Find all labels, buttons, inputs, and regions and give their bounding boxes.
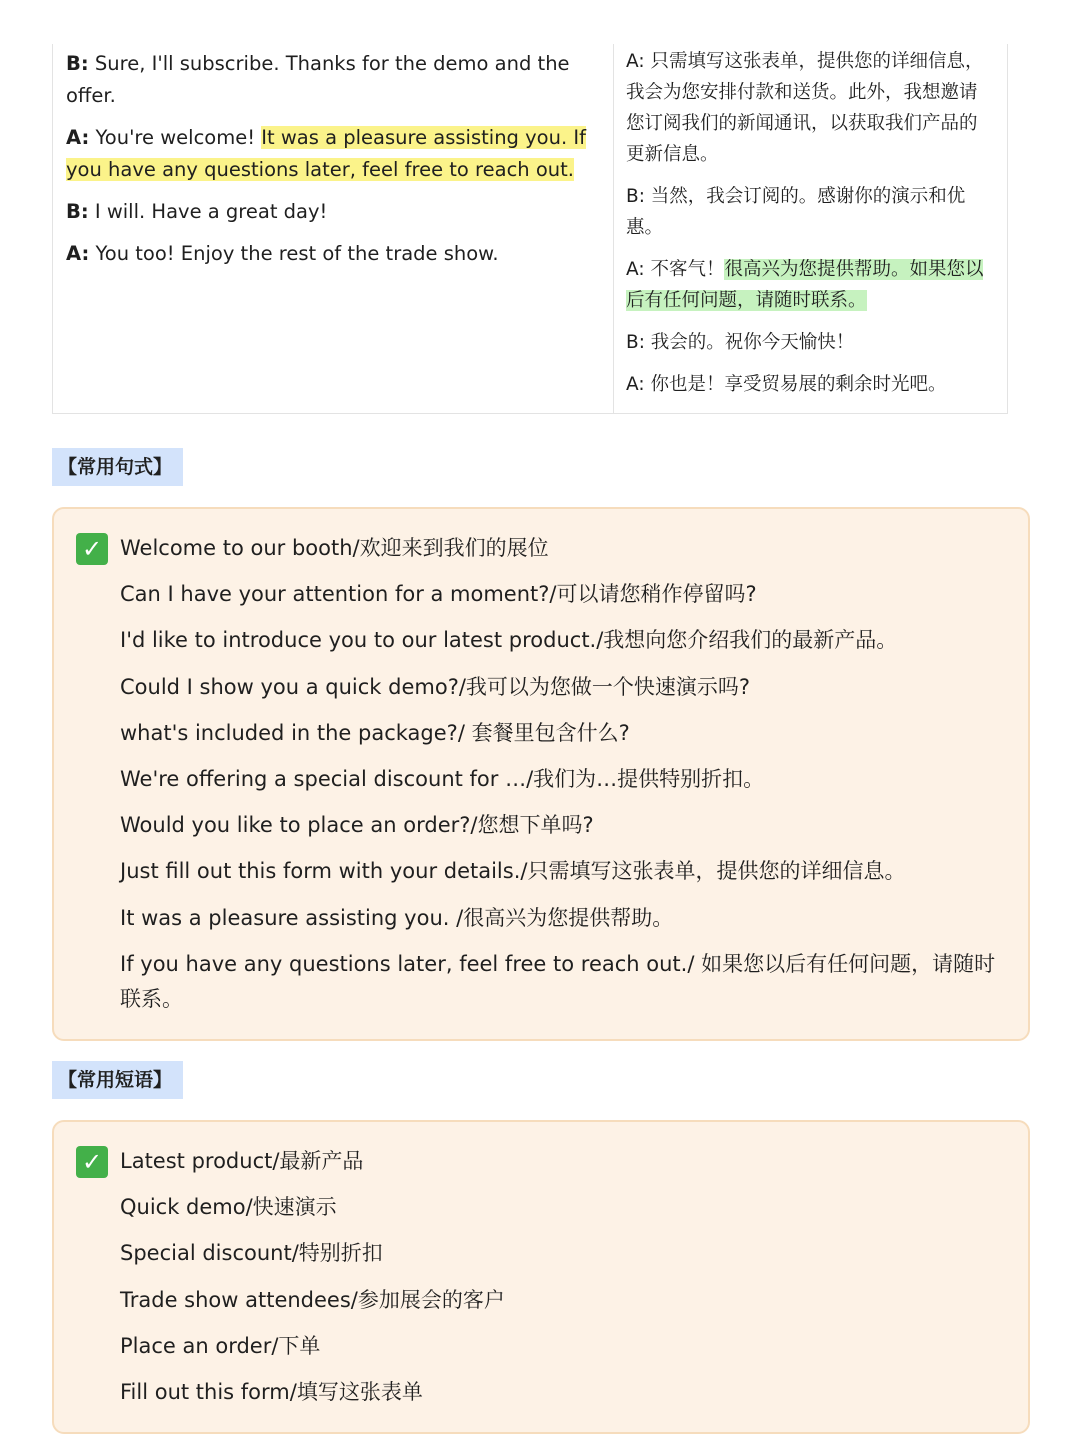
- dialogue-line: [626, 181, 995, 243]
- phrases-list: [120, 1144, 1000, 1421]
- dialogue-line: [66, 48, 603, 112]
- speaker-label: A:: [66, 242, 90, 265]
- list-item: Special discount/特别折扣: [120, 1241, 383, 1266]
- list-item: It was a pleasure assisting you. /很高兴为您提供帮助。: [120, 905, 674, 930]
- list-item: Place an order/下单: [120, 1333, 321, 1358]
- dialogue-line: [626, 327, 995, 358]
- list-item: Would you like to place an order?/您想下单吗?: [120, 813, 594, 838]
- list-item: Welcome to our booth/欢迎来到我们的展位: [120, 536, 549, 560]
- dialogue-text: A: 你也是！享受贸易展的剩余时光吧。: [626, 374, 947, 395]
- dialogue-line: [626, 46, 995, 170]
- list-item: Can I have your attention for a moment?/可以请您稍作停留吗?: [120, 582, 757, 607]
- dialogue-line: [626, 369, 995, 400]
- dialogue-chinese-column: [614, 44, 1007, 413]
- dialogue-text: A: 不客气！: [626, 259, 725, 280]
- dialogue-text: You too! Enjoy the rest of the trade show.: [89, 242, 499, 265]
- sentences-section-title: 【常用句式】: [52, 448, 183, 486]
- dialogue-text: You're welcome!: [89, 126, 262, 149]
- speaker-label: A:: [66, 126, 90, 149]
- highlighted-text: It was a pleasure assisting you. If you have any questions later, feel free to reach out.: [66, 126, 586, 181]
- phrases-box: [52, 1120, 1030, 1434]
- list-item: I'd like to introduce you to our latest product./我想向您介绍我们的最新产品。: [120, 628, 898, 653]
- dialogue-table: [52, 44, 1008, 414]
- list-item: what's included in the package?/ 套餐里包含什么?: [120, 720, 630, 745]
- sentences-list: [120, 531, 1000, 1028]
- list-item: Fill out this form/填写这张表单: [120, 1379, 423, 1404]
- dialogue-text: B: 当然，我会订阅的。感谢你的演示和优惠。: [626, 186, 966, 238]
- list-item: Quick demo/快速演示: [120, 1195, 337, 1220]
- speaker-label: B:: [66, 200, 89, 223]
- list-item: If you have any questions later, feel free to reach out./ 如果您以后有任何问题，请随时联系。: [120, 951, 996, 1011]
- dialogue-text: A: 只需填写这张表单，提供您的详细信息，我会为您安排付款和送货。此外，我想邀请您订阅我们的新闻通讯，以获取我们产品的更新信息。: [626, 51, 984, 165]
- check-mark-icon: ✓: [76, 533, 108, 565]
- sentences-box: [52, 507, 1030, 1041]
- list-item: Could I show you a quick demo?/我可以为您做一个快速演示吗?: [120, 674, 751, 699]
- dialogue-text: I will. Have a great day!: [88, 200, 328, 223]
- list-item: Just fill out this form with your details./只需填写这张表单，提供您的详细信息。: [120, 859, 906, 884]
- list-item: Latest product/最新产品: [120, 1149, 364, 1173]
- highlighted-text: 很高兴为您提供帮助。如果您以后有任何问题，请随时联系。: [626, 259, 984, 311]
- dialogue-english-column: [53, 44, 614, 413]
- dialogue-line: [66, 196, 603, 228]
- dialogue-line: [66, 122, 603, 186]
- dialogue-text: Sure, I'll subscribe. Thanks for the demo and the offer.: [66, 52, 570, 107]
- phrases-section-title: 【常用短语】: [52, 1061, 183, 1099]
- list-item: Trade show attendees/参加展会的客户: [120, 1287, 505, 1312]
- dialogue-line: [66, 238, 603, 270]
- speaker-label: B:: [66, 52, 89, 75]
- check-mark-icon: ✓: [76, 1146, 108, 1178]
- dialogue-line: [626, 254, 995, 316]
- dialogue-text: B: 我会的。祝你今天愉快！: [626, 332, 855, 353]
- list-item: We're offering a special discount for …/我们为…提供特别折扣。: [120, 766, 765, 791]
